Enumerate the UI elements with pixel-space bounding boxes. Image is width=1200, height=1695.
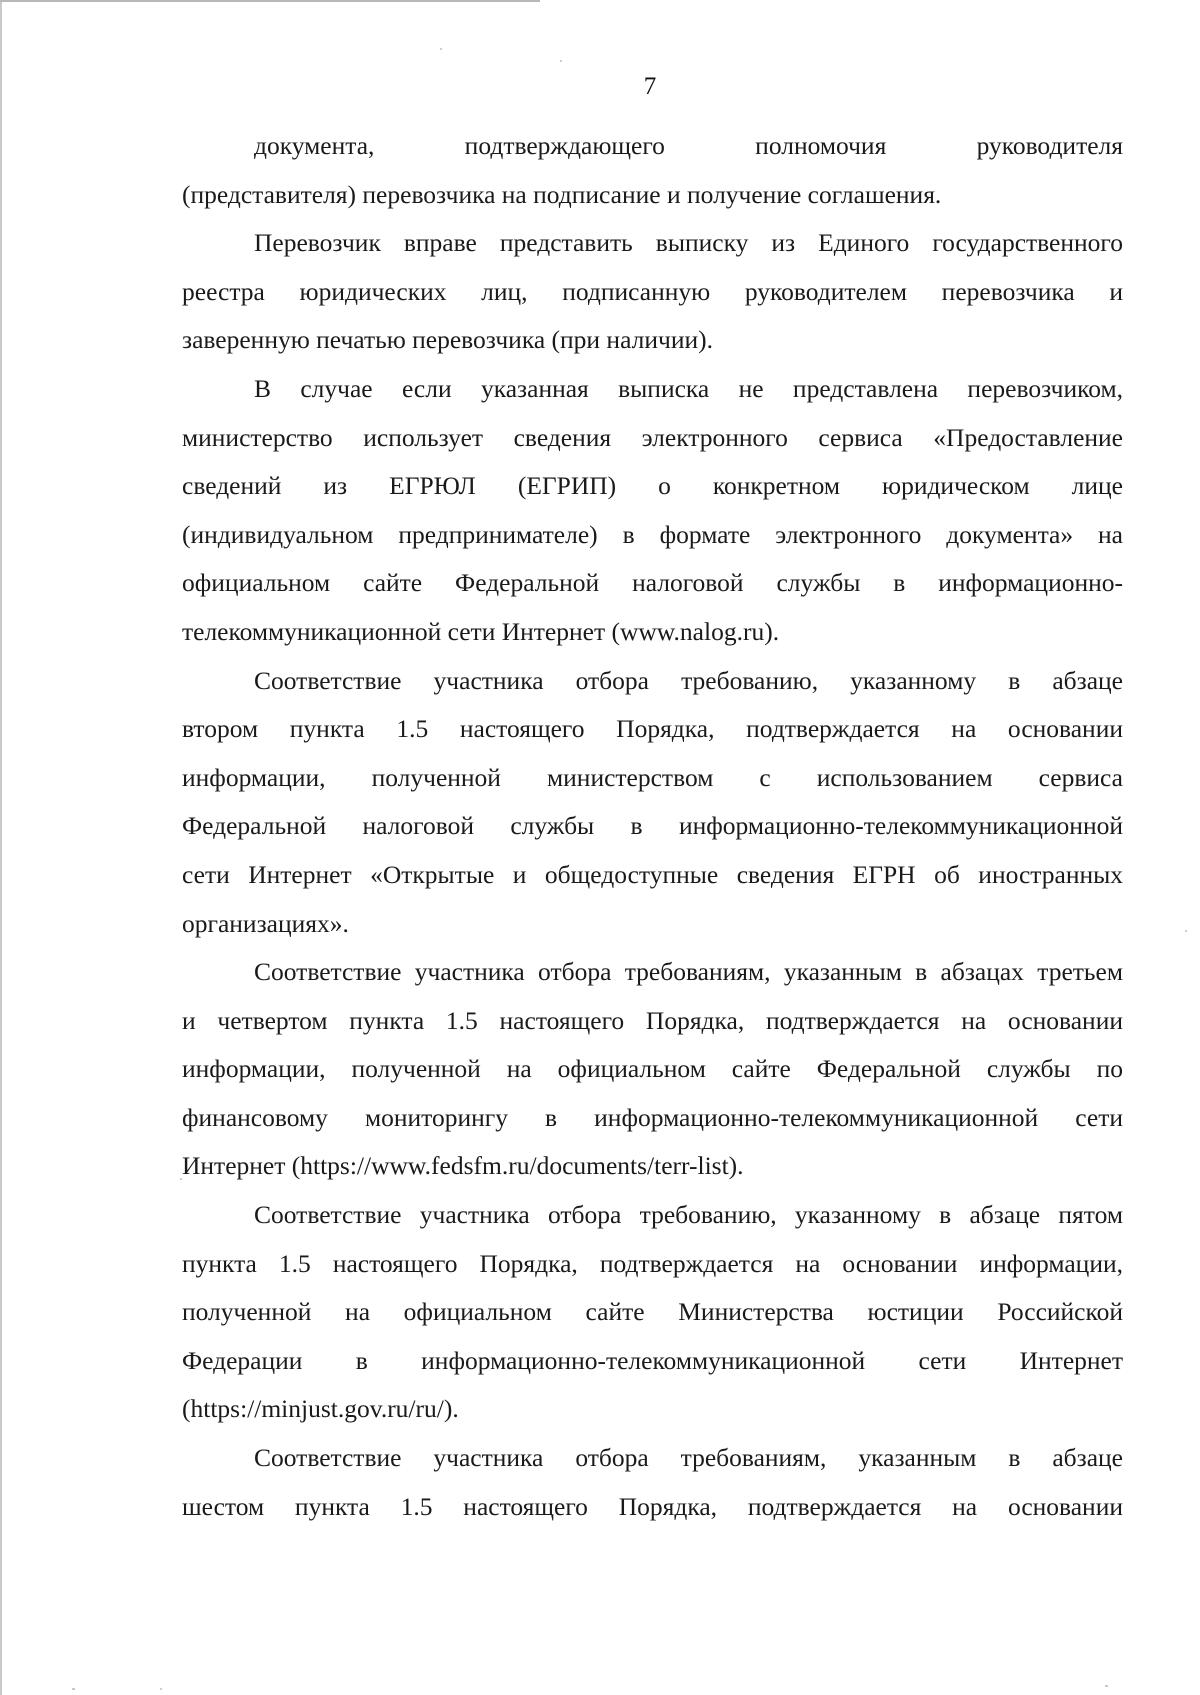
text-line: Соответствие участника отбора требованию, указанному в абзаце: [254, 665, 1123, 695]
text-line: информации, полученной министерством с использованием сервиса: [182, 762, 1123, 792]
text-line: В случае если указанная выписка не представлена перевозчиком,: [254, 373, 1123, 403]
scan-speck: [72, 1688, 75, 1690]
text-line: (https://minjust.gov.ru/ru/).: [182, 1394, 459, 1424]
text-line: Соответствие участника отбора требованиям, указанным в абзацах третьем: [254, 957, 1123, 987]
text-line: (представителя) перевозчика на подписание и получение соглашения.: [182, 179, 942, 209]
scan-speck: [1185, 930, 1187, 932]
scan-speck: [160, 1688, 162, 1690]
paragraph-3: [182, 365, 1123, 657]
text-line: министерство использует сведения электронного сервиса «Предоставление: [182, 422, 1123, 452]
text-line: Соответствие участника отбора требованиям, указанным в абзаце: [254, 1443, 1123, 1473]
page-number: 7: [643, 73, 657, 100]
text-line: (индивидуальном предпринимателе) в формате электронного документа» на: [182, 519, 1123, 549]
document-body: [182, 122, 1123, 1531]
paragraph-4: [182, 657, 1123, 949]
text-line: официальном сайте Федеральной налоговой службы в информационно-: [182, 568, 1123, 598]
text-line: Соответствие участника отбора требованию, указанному в абзаце пятом: [254, 1200, 1123, 1230]
text-line: Перевозчик вправе представить выписку из Единого государственного: [254, 228, 1123, 258]
text-line: организациях».: [182, 908, 349, 938]
text-line: документа, подтверждающего полномочия руководителя: [254, 131, 1123, 160]
text-line: шестом пункта 1.5 настоящего Порядка, подтверждается на основании: [182, 1491, 1123, 1521]
paragraph-6: [182, 1191, 1123, 1434]
scan-edge-left: [0, 0, 2, 1695]
text-line: информации, полученной на официальном сайте Федеральной службы по: [182, 1054, 1123, 1084]
text-line: финансовому мониторингу в информационно-телекоммуникационной сети: [182, 1102, 1123, 1132]
scan-speck: [440, 48, 442, 50]
text-line: сведений из ЕГРЮЛ (ЕГРИП) о конкретном юридическом лице: [182, 471, 1123, 501]
paragraph-2: [182, 219, 1123, 365]
text-line: реестра юридических лиц, подписанную руководителем перевозчика и: [182, 276, 1123, 306]
text-line: втором пункта 1.5 настоящего Порядка, подтверждается на основании: [182, 714, 1123, 744]
scan-speck: [180, 1178, 182, 1180]
text-line: и четвертом пункта 1.5 настоящего Порядка, подтверждается на основании: [182, 1005, 1123, 1035]
paragraph-1: [182, 122, 1123, 219]
paragraph-7: [182, 1434, 1123, 1531]
text-line: полученной на официальном сайте Министерства юстиции Российской: [182, 1297, 1123, 1327]
text-line: пункта 1.5 настоящего Порядка, подтверждается на основании информации,: [182, 1248, 1123, 1278]
text-line: заверенную печатью перевозчика (при наличии).: [182, 325, 713, 355]
text-line: телекоммуникационной сети Интернет (www.nalog.ru).: [182, 616, 780, 646]
text-line: Федеральной налоговой службы в информационно-телекоммуникационной: [182, 811, 1123, 841]
paragraph-5: [182, 948, 1123, 1191]
text-line: Федерации в информационно-телекоммуникационной сети Интернет: [182, 1345, 1123, 1375]
text-line: сети Интернет «Открытые и общедоступные сведения ЕГРН об иностранных: [182, 859, 1123, 889]
text-line: Интернет (https://www.fedsfm.ru/documents/terr-list).: [182, 1151, 744, 1181]
scan-edge-top: [0, 0, 540, 2]
scan-speck: [1105, 1685, 1108, 1687]
scan-speck: [560, 60, 562, 62]
